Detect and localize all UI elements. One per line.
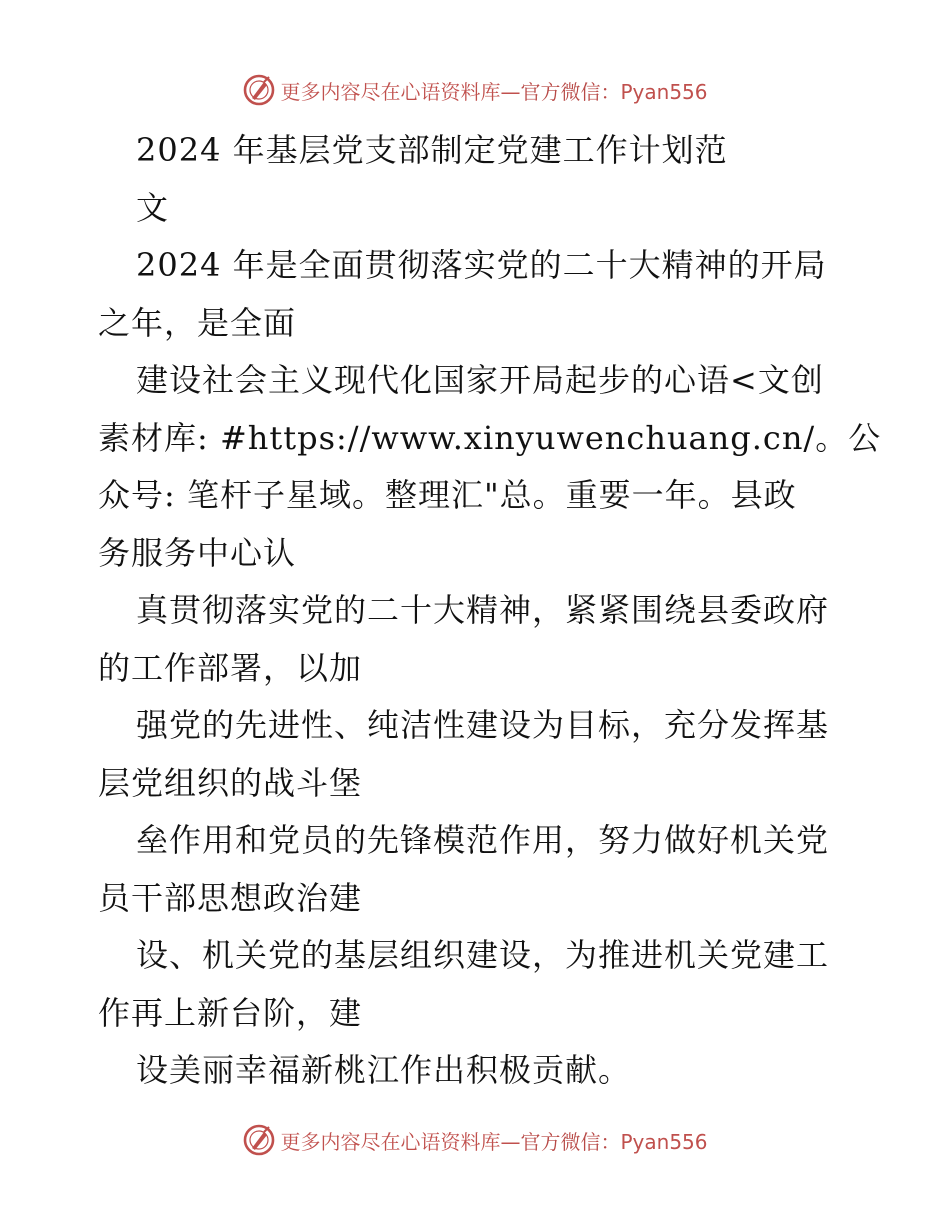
paragraph-line: 真贯彻落实党的二十大精神，紧紧围绕县委政府 [136,591,830,629]
header-banner [0,70,950,110]
banner-wechat-label: 官方微信： [520,79,621,104]
banner-main-text: 更多内容尽在心语资料库— [280,79,521,104]
quill-circle-icon [242,1123,276,1157]
paragraph-line: 设美丽幸福新桃江作出积极贡献。 [136,1051,632,1089]
paragraph-line: 素材库: #https://www.xinyuwenchuang.cn/。公 [98,418,882,457]
document-title-line-2: 文 [136,188,170,227]
banner-text [280,76,707,105]
paragraph-line: 层党组织的战斗堡 [98,763,363,802]
document-title-line-1: 2024 年基层党支部制定党建工作计划范 [136,131,728,169]
paragraph-line: 作再上新台阶，建 [98,993,363,1032]
banner-text [280,1126,707,1155]
document-body [98,122,882,1100]
paragraph-line: 强党的先进性、纯洁性建设为目标，充分发挥基 [136,706,830,744]
quill-circle-icon [242,73,276,107]
paragraph-line: 垒作用和党员的先锋模范作用，努力做好机关党 [136,821,830,859]
paragraph-line: 建设社会主义现代化国家开局起步的心语<文创 [136,361,824,399]
paragraph-line: 众号: 笔杆子星域。整理汇"总。重要一年。县政 [98,476,797,514]
paragraph-line: 之年，是全面 [98,303,297,342]
banner-main-text: 更多内容尽在心语资料库— [280,1129,521,1154]
footer-banner [0,1120,950,1160]
paragraph-line: 务服务中心认 [98,533,297,572]
banner-wechat-label: 官方微信： [520,1129,621,1154]
banner-wechat-id: Pyan556 [620,79,708,104]
paragraph-line: 的工作部署，以加 [98,648,363,687]
paragraph-line: 设、机关党的基层组织建设，为推进机关党建工 [136,936,830,974]
paragraph-line: 员干部思想政治建 [98,878,363,917]
paragraph-line: 2024 年是全面贯彻落实党的二十大精神的开局 [136,246,827,284]
banner-wechat-id: Pyan556 [620,1129,708,1154]
